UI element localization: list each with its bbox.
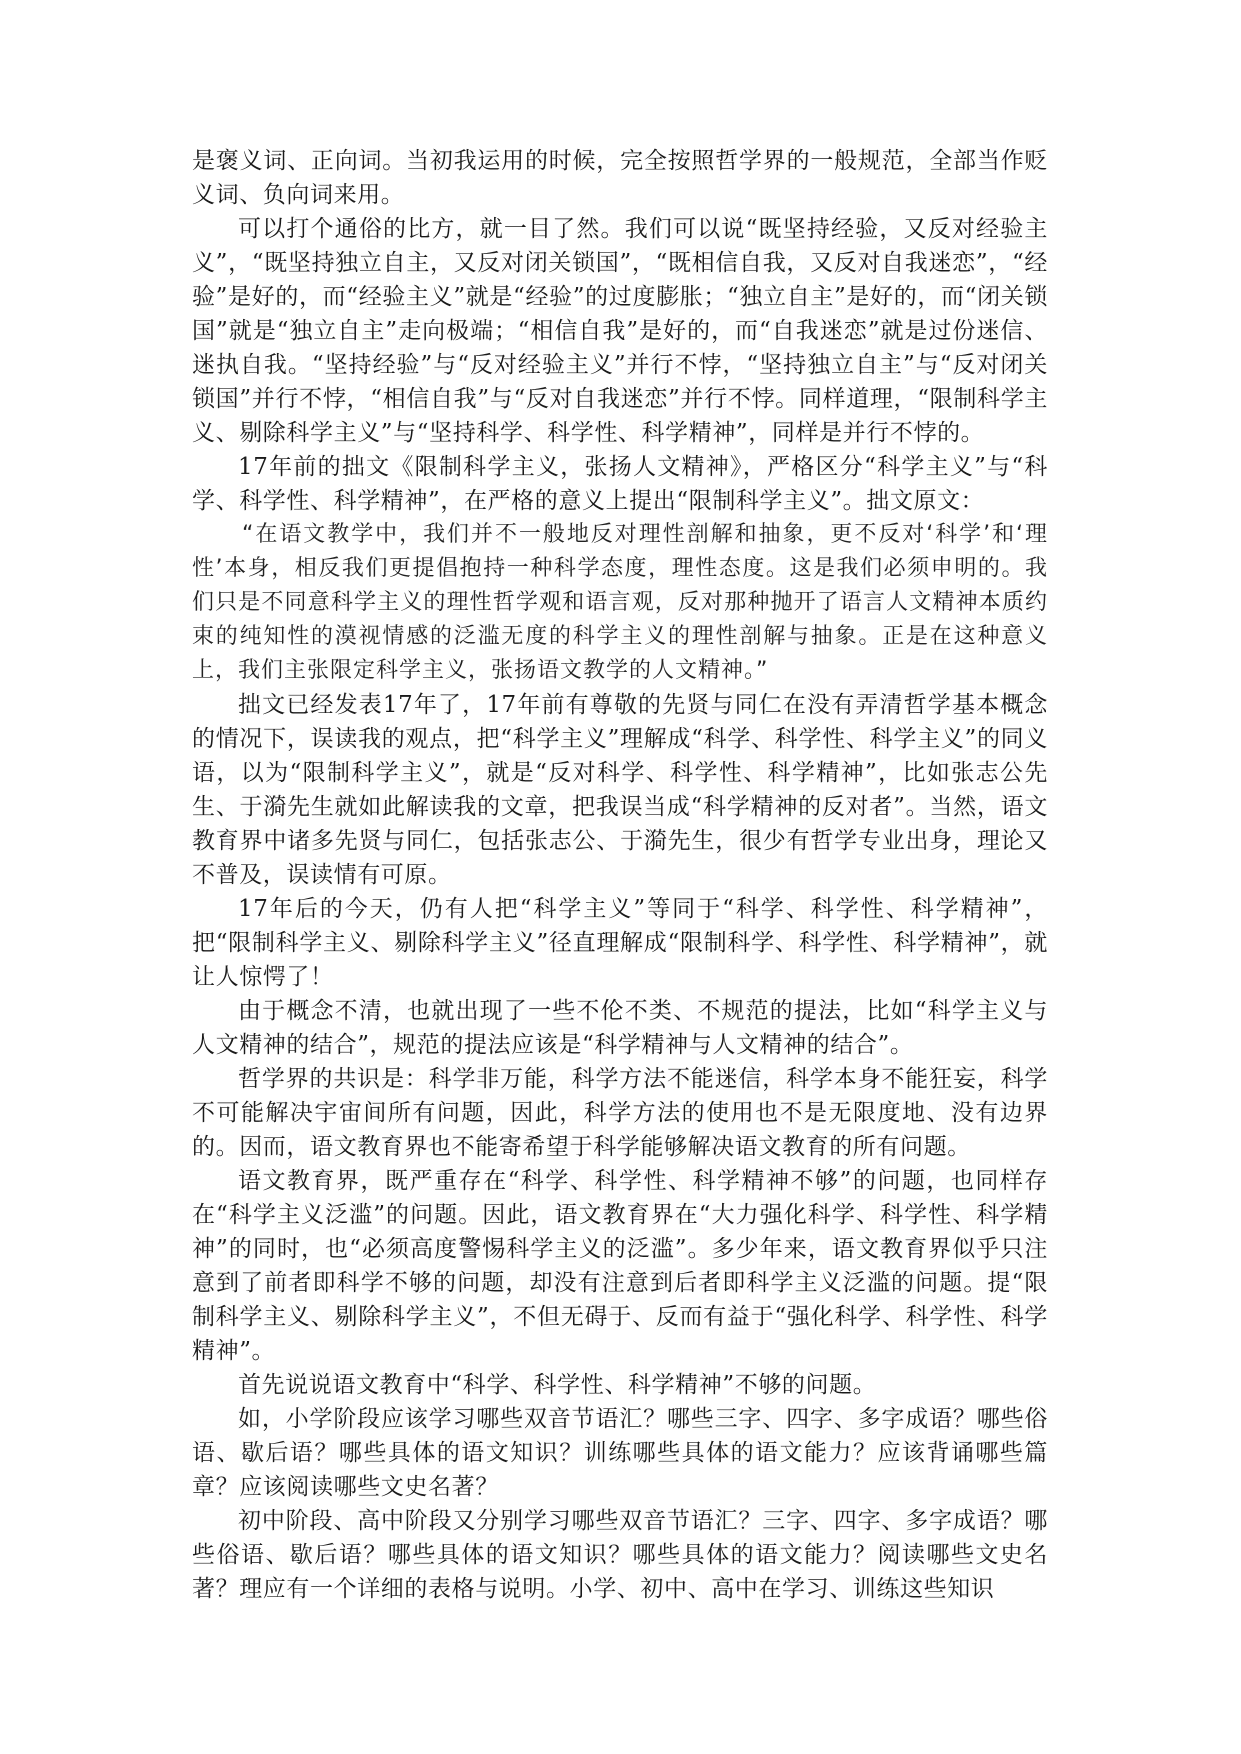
paragraph-middle-high-school: 初中阶段、高中阶段又分别学习哪些双音节语汇？三字、四字、多字成语？哪些俗语、歇后语？哪些具体的语文知识？哪些具体的语文能力？阅读哪些文史名著？理应有一个详细的表格与说明。小学、初中、高中在学习、训练这些知识 (192, 1508, 1048, 1602)
paragraph-continuation: 是褒义词、正向词。当初我运用的时候，完全按照哲学界的一般规范，全部当作贬义词、负向词来用。 (192, 148, 1048, 208)
paragraph-first-issue: 首先说说语文教育中“科学、科学性、科学精神”不够的问题。 (238, 1372, 877, 1398)
paragraph-earlier-article: 17年前的拙文《限制科学主义，张扬人文精神》，严格区分“科学主义”与“科学、科学性、科学精神”，在严格的意义上提出“限制科学主义”。拙文原文： (192, 454, 1048, 514)
paragraph-today: 17年后的今天，仍有人把“科学主义”等同于“科学、科学性、科学精神”，把“限制科学主义、剔除科学主义”径直理解成“限制科学、科学性、科学精神”，就让人惊愕了！ (192, 896, 1048, 990)
paragraph-education-field: 语文教育界，既严重存在“科学、科学性、科学精神不够”的问题，也同样存在“科学主义泛滥”的问题。因此，语文教育界在“大力强化科学、科学性、科学精神”的同时，也“必须高度警惕科学主义的泛滥”。多少年来，语文教育界似乎只注意到了前者即科学不够的问题，却没有注意到后者即科学主义泛滥的问题。提“限制科学主义、剔除科学主义”，不但无碍于、反而有益于“强化科学、科学性、科学精神”。 (192, 1168, 1048, 1364)
paragraph-primary-school: 如，小学阶段应该学习哪些双音节语汇？哪些三字、四字、多字成语？哪些俗语、歇后语？哪些具体的语文知识？训练哪些具体的语文能力？应该背诵哪些篇章？应该阅读哪些文史名著？ (192, 1406, 1048, 1500)
document-page (192, 144, 1048, 1606)
paragraph-concepts: 由于概念不清，也就出现了一些不伦不类、不规范的提法，比如“科学主义与人文精神的结合”，规范的提法应该是“科学精神与人文精神的结合”。 (192, 998, 1048, 1058)
paragraph-consensus: 哲学界的共识是：科学非万能，科学方法不能迷信，科学本身不能狂妄，科学不可能解决宇宙间所有问题，因此，科学方法的使用也不是无限度地、没有边界的。因而，语文教育界也不能寄希望于科学能够解决语文教育的所有问题。 (192, 1066, 1048, 1160)
paragraph-misreading: 拙文已经发表17年了，17年前有尊敬的先贤与同仁在没有弄清哲学基本概念的情况下，误读我的观点，把“科学主义”理解成“科学、科学性、科学主义”的同义语，以为“限制科学主义”，就是“反对科学、科学性、科学精神”，比如张志公先生、于漪先生就如此解读我的文章，把我误当成“科学精神的反对者”。当然，语文教育界中诸多先贤与同仁，包括张志公、于漪先生，很少有哲学专业出身，理论又不普及，误读情有可原。 (192, 692, 1048, 888)
paragraph-analogy: 可以打个通俗的比方，就一目了然。我们可以说“既坚持经验，又反对经验主义”，“既坚持独立自主，又反对闭关锁国”，“既相信自我，又反对自我迷恋”，“经验”是好的，而“经验主义”就是“经验”的过度膨胀；“独立自主”是好的，而“闭关锁国”就是“独立自主”走向极端；“相信自我”是好的，而“自我迷恋”就是过份迷信、迷执自我。“坚持经验”与“反对经验主义”并行不悖，“坚持独立自主”与“反对闭关锁国”并行不悖，“相信自我”与“反对自我迷恋”并行不悖。同样道理，“限制科学主义、剔除科学主义”与“坚持科学、科学性、科学精神”，同样是并行不悖的。 (192, 216, 1048, 446)
block-quote: “在语文教学中，我们并不一般地反对理性剖解和抽象，更不反对‘科学’和‘理性’本身，相反我们更提倡抱持一种科学态度，理性态度。这是我们必须申明的。我们只是不同意科学主义的理性哲学观和语言观，反对那种抛开了语言人文精神本质约束的纯知性的漠视情感的泛滥无度的科学主义的理性剖解与抽象。正是在这种意义上，我们主张限定科学主义，张扬语文教学的人文精神。” (192, 522, 1048, 683)
